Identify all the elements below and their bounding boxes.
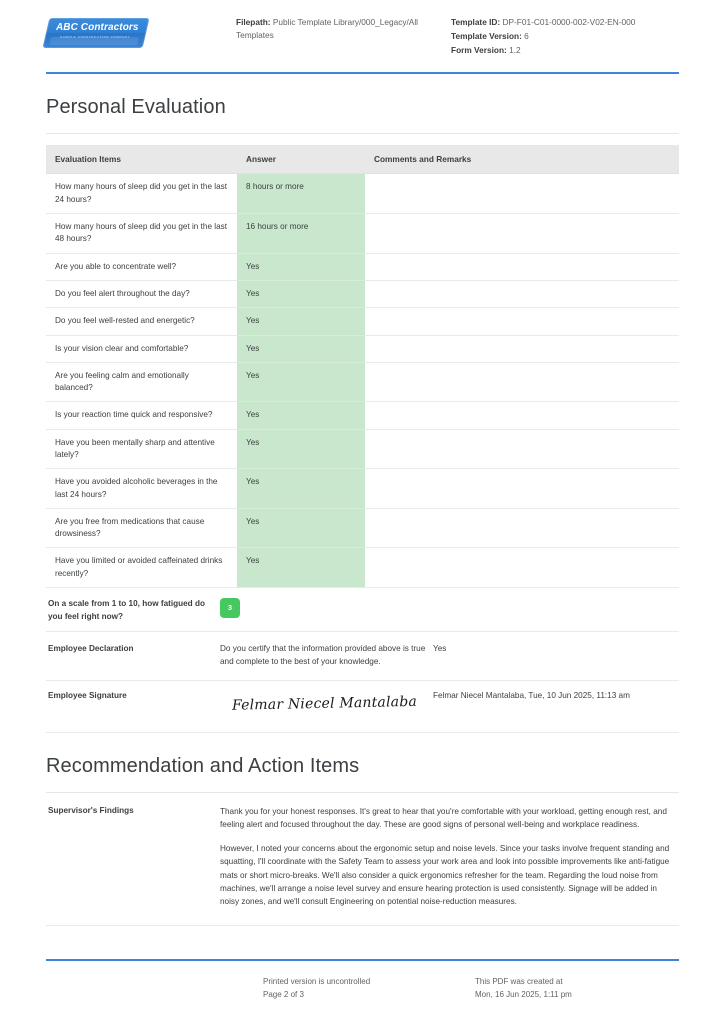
cell-comments [365,469,679,509]
cell-comments [365,429,679,469]
printed-version-notice: Printed version is uncontrolled [263,977,371,987]
cell-evaluation-item: How many hours of sleep did you get in the last 24 hours? [46,174,237,214]
cell-evaluation-item: Is your reaction time quick and responsive? [46,402,237,429]
evaluation-table-body [46,174,679,588]
table-row [46,280,679,307]
table-row [46,548,679,588]
footer-divider [46,959,679,961]
document-footer [46,976,679,1002]
cell-answer: Yes [237,280,365,307]
findings-paragraph: Thank you for your honest responses. It's great to hear that you're comfortable with your workload, getting enough rest, and feeling alert and focused throughout the day. These are good signs of personal well-being and workplace readiness. [220,806,667,829]
section-title-recommendation: Recommendation and Action Items [46,754,360,777]
template-id-label: Template ID: [451,17,501,27]
table-row [46,402,679,429]
column-header-comments: Comments and Remarks [365,145,679,174]
evaluation-table-head [46,145,679,174]
cell-answer: Yes [237,548,365,588]
template-version-line [451,30,679,43]
table-row [46,214,679,254]
cell-answer: 8 hours or more [237,174,365,214]
filepath-label: Filepath: [236,17,271,27]
template-id-line [451,16,679,29]
cell-comments [365,548,679,588]
cell-comments [365,253,679,280]
supervisor-findings-label: Supervisor's Findings [48,805,134,815]
fatigue-scale-label: On a scale from 1 to 10, how fatigued do you feel right now? [48,599,205,621]
employee-declaration-label: Employee Declaration [48,644,134,654]
supervisor-findings-body [220,805,677,909]
cell-answer: Yes [237,508,365,548]
document-header [0,0,725,64]
cell-comments [365,308,679,335]
cell-evaluation-item: Do you feel alert throughout the day? [46,280,237,307]
company-logo [46,14,236,48]
column-header-answer: Answer [237,145,365,174]
cell-answer: Yes [237,429,365,469]
table-row [46,335,679,362]
table-row [46,469,679,509]
header-divider [46,72,679,74]
filepath-value: Public Template Library/000_Legacy/All Templates [236,17,419,40]
signature-image: Felmar Niecel Mantalaba [231,693,418,714]
cell-evaluation-item: Do you feel well-rested and energetic? [46,308,237,335]
table-row [46,253,679,280]
cell-evaluation-item: Have you been mentally sharp and attentive lately? [46,429,237,469]
template-meta-block [451,14,679,58]
column-header-evaluation-items: Evaluation Items [46,145,237,174]
cell-answer: Yes [237,335,365,362]
cell-evaluation-item: Have you avoided alcoholic beverages in the last 24 hours? [46,469,237,509]
cell-comments [365,214,679,254]
cell-comments [365,335,679,362]
cell-answer: 16 hours or more [237,214,365,254]
employee-declaration-statement: Do you certify that the information provided above is true and complete to the best of your knowledge. [220,644,426,667]
cell-evaluation-item: Are you feeling calm and emotionally balanced? [46,362,237,402]
footer-right-block [475,976,675,1002]
cell-comments [365,362,679,402]
fatigue-scale-value-cell [220,598,433,618]
logo-tagline: SAMPLE CONSTRUCTION COMPANY [60,35,131,39]
template-version-value: 6 [524,30,529,41]
cell-evaluation-item: Is your vision clear and comfortable? [46,335,237,362]
cell-comments [365,280,679,307]
page-number: Page 2 of 3 [263,990,304,1000]
cell-comments [365,402,679,429]
findings-paragraph: However, I noted your concerns about the ergonomic setup and noise levels. Since your tasks involve frequent standing and squatting, I'll coordinate with the Safety Team to assess your work area and look into possible improvements like anti-fatigue mats or short micro-breaks. We'll also consider a quick ergonomics refresher for the team. Regarding the loud noise from machines, we'll arrange a noise level survey and ensure hearing protection is used consistently. Signage will be added in noisy zones, and we'll consult Engineering on potential noise-reduction measures. [220,844,670,907]
form-version-value: 1.2 [509,44,521,55]
table-header-row [46,145,679,174]
logo-banner-shape [43,18,150,48]
cell-answer: Yes [237,308,365,335]
table-row [46,362,679,402]
cell-evaluation-item: Have you limited or avoided caffeinated drinks recently? [46,548,237,588]
employee-signature-row [46,681,679,733]
cell-evaluation-item: How many hours of sleep did you get in the last 48 hours? [46,214,237,254]
supervisor-findings-row [46,793,679,926]
template-version-label: Template Version: [451,30,522,41]
filepath-line [236,16,451,42]
cell-evaluation-item: Are you free from medications that cause drowsiness? [46,508,237,548]
cell-comments [365,508,679,548]
pdf-created-timestamp: Mon, 16 Jun 2025, 1:11 pm [475,990,572,1000]
cell-answer: Yes [237,402,365,429]
logo-company-name: ABC Contractors [55,22,139,33]
fatigue-scale-row [46,588,679,632]
table-row [46,429,679,469]
section-divider [46,133,679,134]
evaluation-table [46,145,679,588]
employee-signature-label: Employee Signature [48,690,127,700]
form-version-line [451,44,679,57]
cell-comments [365,174,679,214]
cell-answer: Yes [237,362,365,402]
employee-declaration-answer: Yes [433,644,447,654]
employee-declaration-row [46,632,679,680]
footer-left-block [263,976,475,1002]
section-title-personal-evaluation: Personal Evaluation [46,96,226,118]
form-version-label: Form Version: [451,44,507,55]
fatigue-score-badge: 3 [220,598,240,618]
cell-answer: Yes [237,469,365,509]
signature-attribution: Felmar Niecel Mantalaba, Tue, 10 Jun 2025, 11:13 am [433,690,630,700]
table-row [46,508,679,548]
pdf-created-label: This PDF was created at [475,977,563,987]
table-row [46,308,679,335]
template-id-value: DP-F01-C01-0000-002-V02-EN-000 [502,17,636,27]
cell-evaluation-item: Are you able to concentrate well? [46,253,237,280]
filepath-block [236,14,451,43]
cell-answer: Yes [237,253,365,280]
table-row [46,174,679,214]
